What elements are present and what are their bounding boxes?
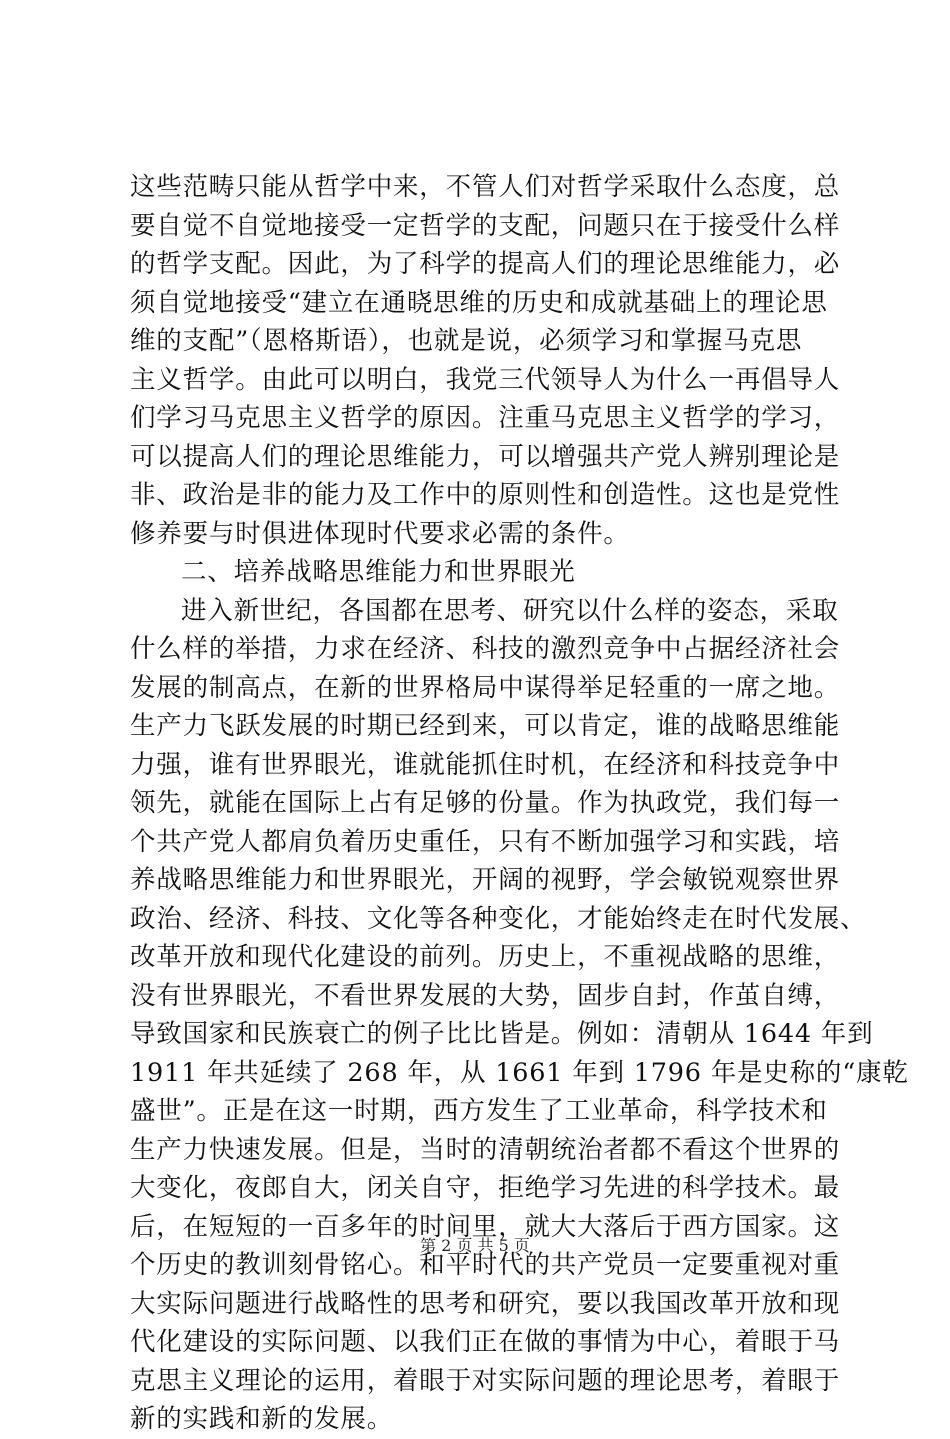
text-line: 克思主义理论的运用，着眼于对实际问题的理论思考，着眼于 <box>130 1365 841 1396</box>
text-line: 要自觉不自觉地接受一定哲学的支配，问题只在于接受什么样 <box>130 210 841 241</box>
paragraph-strategic-thinking <box>130 592 909 1439</box>
text-line: 须自觉地接受“建立在通晓思维的历史和成就基础上的理论思 <box>130 287 828 318</box>
text-line: 个共产党人都肩负着历史重任，只有不断加强学习和实践，培 <box>130 826 841 857</box>
text-line: 政治、经济、科技、文化等各种变化，才能始终走在时代发展、 <box>130 903 867 934</box>
text-line: 领先，就能在国际上占有足够的份量。作为执政党，我们每一 <box>130 788 841 818</box>
text-line: 没有世界眼光，不看世界发展的大势，固步自封，作茧自缚， <box>130 980 841 1011</box>
section-heading: 二、培养战略思维能力和世界眼光 <box>181 557 576 587</box>
text-line: 大变化，夜郎自大，闭关自守，拒绝学习先进的科学技术。最 <box>130 1173 841 1203</box>
text-line: 养战略思维能力和世界眼光，开阔的视野，学会敏锐观察世界 <box>130 865 841 895</box>
paragraph-philosophy <box>130 168 841 553</box>
text-line: 盛世”。正是在这一时期，西方发生了工业革命，科学技术和 <box>130 1096 828 1126</box>
text-line: 修养要与时俱进体现时代要求必需的条件。 <box>130 518 630 549</box>
text-line: 非、政治是非的能力及工作中的原则性和创造性。这也是党性 <box>130 480 841 510</box>
text-line: 大实际问题进行战略性的思考和研究，要以我国改革开放和现 <box>130 1288 841 1319</box>
text-line: 维的支配”（恩格斯语），也就是说，必须学习和掌握马克思 <box>130 326 803 356</box>
text-line: 什么样的举措，力求在经济、科技的激烈竞争中占据经济社会 <box>130 634 841 664</box>
text-line: 力强，谁有世界眼光，谁就能抓住时机，在经济和科技竞争中 <box>130 749 841 780</box>
text-line: 新的实践和新的发展。 <box>130 1404 394 1434</box>
text-line: 的哲学支配。因此，为了科学的提高人们的理论思维能力，必 <box>130 249 841 279</box>
text-line: 进入新世纪，各国都在思考、研究以什么样的姿态，采取 <box>181 595 839 626</box>
text-line: 生产力快速发展。但是，当时的清朝统治者都不看这个世界的 <box>130 1134 841 1165</box>
text-line: 改革开放和现代化建设的前列。历史上，不重视战略的思维， <box>130 942 841 972</box>
page-number-footer: 第 2 页 共 5 页 <box>420 1236 530 1255</box>
text-line: 们学习马克思主义哲学的原因。注重马克思主义哲学的学习， <box>130 403 841 433</box>
text-line: 个历史的教训刻骨铭心。和平时代的共产党员一定要重视对重 <box>130 1250 841 1280</box>
text-line: 1911 年共延续了 268 年，从 1661 年到 1796 年是史称的“康乾 <box>130 1057 909 1088</box>
text-line: 这些范畴只能从哲学中来，不管人们对哲学采取什么态度，总 <box>130 172 841 202</box>
text-line: 发展的制高点，在新的世界格局中谋得举足轻重的一席之地。 <box>130 672 841 703</box>
text-line: 主义哲学。由此可以明白，我党三代领导人为什么一再倡导人 <box>130 364 841 395</box>
text-line: 代化建设的实际问题、以我们正在做的事情为中心，着眼于马 <box>130 1327 841 1357</box>
text-line: 导致国家和民族衰亡的例子比比皆是。例如：清朝从 1644 年到 <box>130 1019 874 1049</box>
text-line: 生产力飞跃发展的时期已经到来，可以肯定，谁的战略思维能 <box>130 711 841 741</box>
text-line: 可以提高人们的理论思维能力，可以增强共产党人辨别理论是 <box>130 441 841 472</box>
text-line: 后，在短短的一百多年的时间里，就大大落后于西方国家。这 <box>130 1211 841 1242</box>
